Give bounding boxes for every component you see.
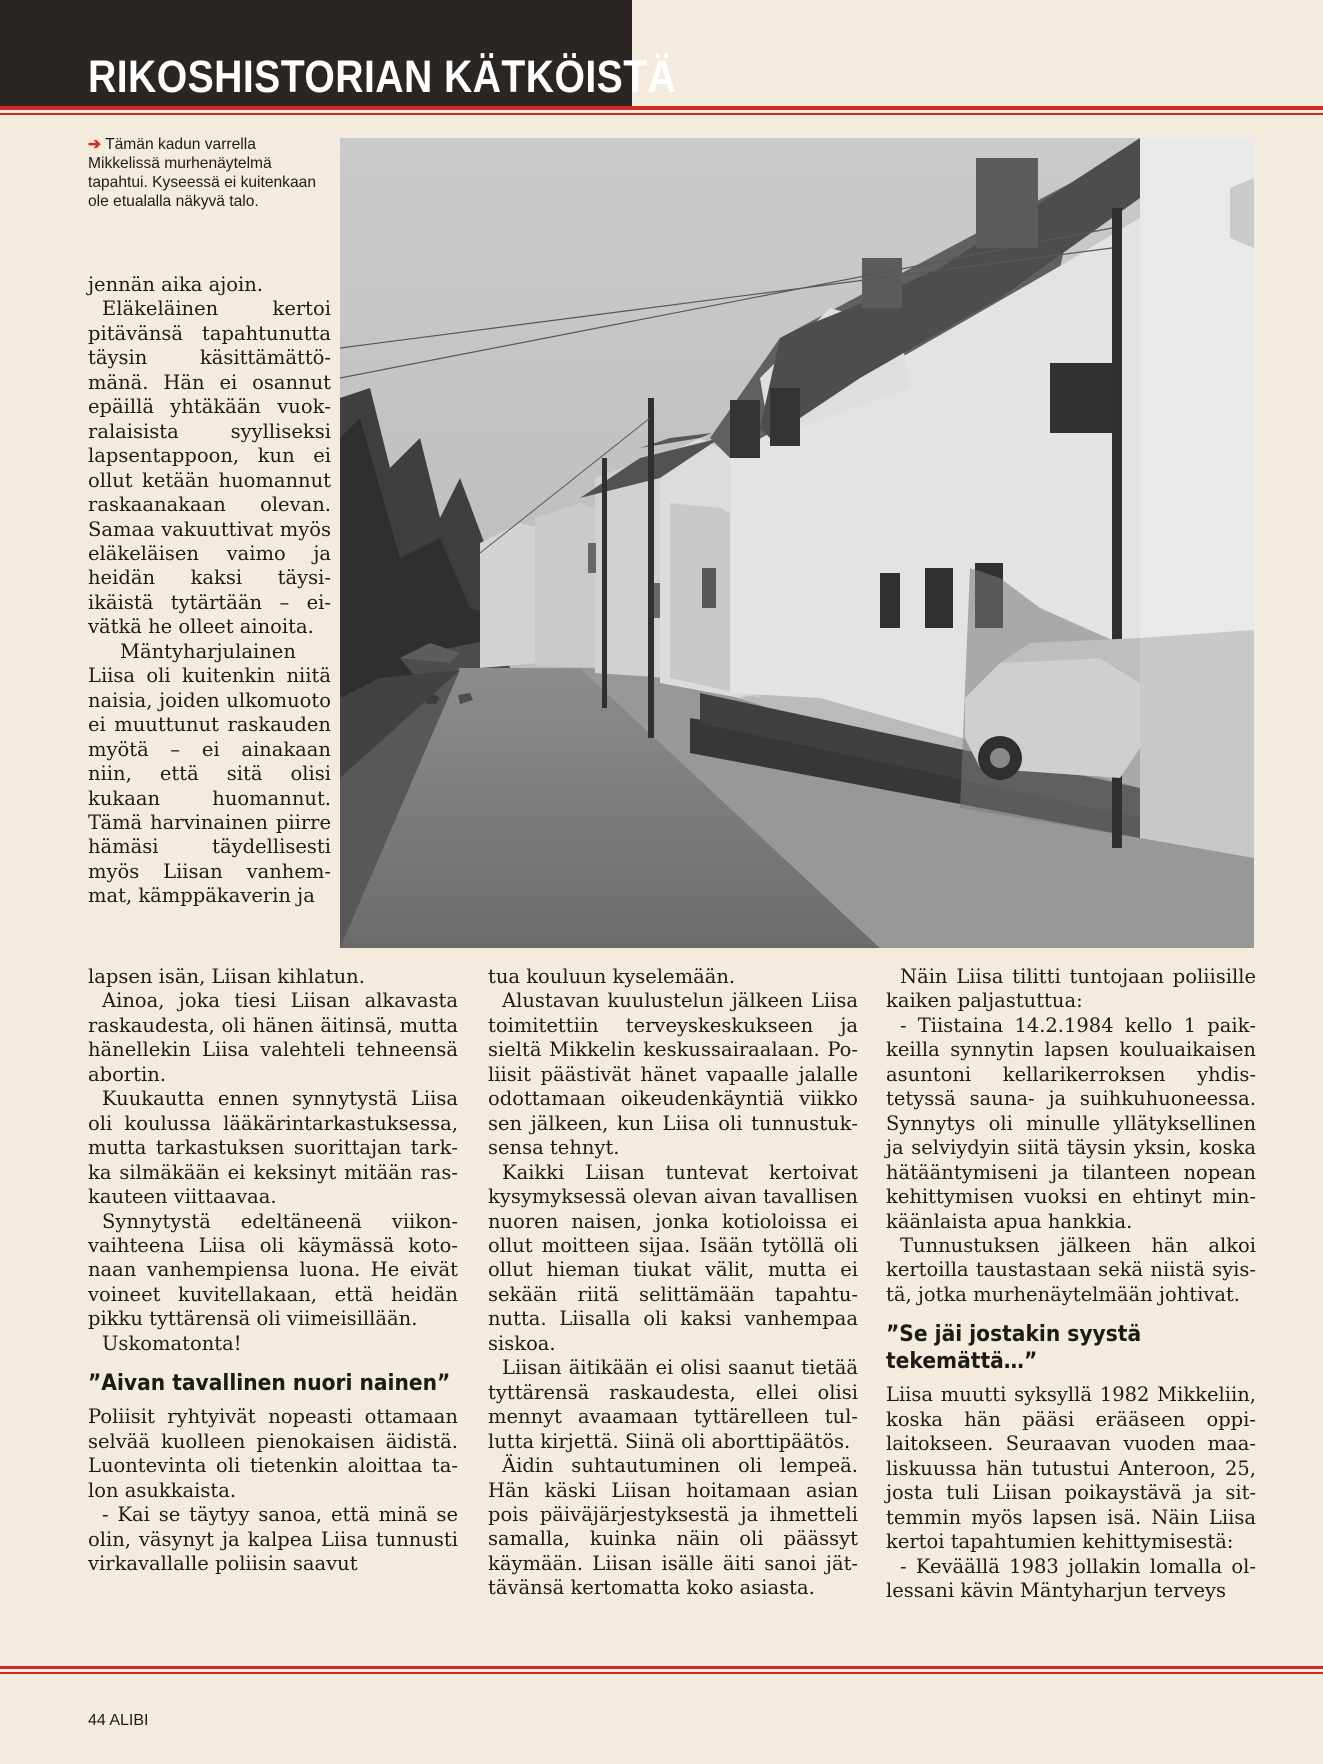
photo-caption xyxy=(88,135,328,211)
header-rule xyxy=(0,106,1323,110)
subheading: ”Se jäi jostakin syystä tekemättä…” xyxy=(886,1322,1142,1375)
article-column-1-top xyxy=(88,273,331,909)
page-number: 44 ALIBI xyxy=(88,1712,149,1729)
paragraph: Äidin suhtautuminen oli lempeä. Hän käski Liisan hoitamaan asian pois päiväjärjestyksestä ja ihmetteli samalla, kuinka näin oli päässyt käymään. Liisan isälle äiti sanoi jättävänsä kertomatta koko asiasta. xyxy=(488,1454,858,1600)
paragraph: Uskomatonta! xyxy=(102,1331,242,1355)
section-title: RIKOSHISTORIAN KÄTKÖISTÄ xyxy=(88,51,677,102)
paragraph: Ainoa, joka tiesi Liisan alkavasta raskaudesta, oli hänen äitinsä, mutta hänellekin Liisa valehteli tehneensä abortin. xyxy=(88,989,458,1086)
paragraph: tua kouluun kyselemään. xyxy=(488,965,736,988)
article-column-2 xyxy=(488,965,858,1601)
paragraph: Kuukautta ennen synnytystä Liisa oli koulussa lääkärintarkastuksessa, mutta tarkastuksen suorittajan tarkka silmäkään ei keksinyt mitään raskauteen viittaavaa. xyxy=(88,1087,458,1209)
paragraph: lapsen isän, Liisan kihlatun. xyxy=(88,965,365,988)
paragraph: Synnytystä edeltäneenä viikonvaihteena Liisa oli käymässä kotonaan vanhempiensa luona. He eivät voineet kuvitellakaan, että heidän pikku tyttärensä oli viimeisillään. xyxy=(88,1209,458,1331)
paragraph: Poliisit ryhtyivät nopeasti ottamaan selvää kuolleen pienokaisen äidistä. Luontevinta oli tietenkin aloittaa talon asukkaista. xyxy=(88,1405,458,1502)
paragraph: Eläkeläinen kertoi pitävänsä tapahtunutta täysin käsittämättömänä. Hän ei osannut epäillä yhtäkään vuokralaisista syylliseksi lapsentappoon, kun ei ollut ketään huomannut raskaanakaan olevan. Samaa vakuuttivat myös eläkeläisen vaimo ja heidän kaksi täysi-ikäistä tytärtään – eivätkä he olleet ainoita. xyxy=(88,297,331,639)
section-header xyxy=(0,0,677,110)
footer-rule xyxy=(0,1666,1323,1669)
paragraph: Kaikki Liisan tuntevat kertoivat kysymyksessä olevan aivan tavallisen nuoren naisen, jonka kotioloissa ei ollut moitteen sijaa. Isään tytöllä oli ollut hieman tiukat välit, mutta ei sekään riitä selittämään tapahtunutta. Liisalla oli kaksi vanhempaa siskoa. xyxy=(488,1160,858,1355)
paragraph: Näin Liisa tilitti tuntojaan poliisille kaiken paljastuttua: xyxy=(886,965,1256,1013)
paragraph: - Keväällä 1983 jollakin lomalla ollessani kävin Mäntyharjun terveys xyxy=(886,1554,1256,1602)
caption-text: Tämän kadun varrella Mikkelissä murhenäytelmä tapahtui. Kyseessä ei kuitenkaan ole etualalla näkyvä talo. xyxy=(88,136,316,210)
paragraph: - Kai se täytyy sanoa, että minä se olin, väsynyt ja kalpea Liisa tunnusti virkavallalle poliisin saavut xyxy=(88,1503,458,1575)
article-column-3 xyxy=(886,965,1256,1603)
article-column-1 xyxy=(88,965,458,1576)
subheading: ”Aivan tavallinen nuori nainen” xyxy=(88,1371,451,1397)
paragraph: Alustavan kuulustelun jälkeen Liisa toimitettiin terveyskeskukseen ja sieltä Mikkelin keskussairaalaan. Poliisit päästivät hänet vapaalle jalalle odottamaan oikeudenkäyntiä viikko sen jälkeen, kun Liisa oli tunnustuksensa tehnyt. xyxy=(488,989,858,1160)
street-photo xyxy=(340,138,1254,948)
arrow-icon: ➔ xyxy=(88,136,102,153)
paragraph: Tunnustuksen jälkeen hän alkoi kertoilla taustastaan sekä niistä syistä, jotka murhenäytelmään johtivat. xyxy=(886,1233,1256,1306)
paragraph: - Tiistaina 14.2.1984 kello 1 paikkeilla synnytin lapsen kouluaikaisen asuntoni kellarikerroksen yhdistetyssä sauna- ja suihkuhuoneessa. Synnytys oli minulle yllätyksellinen ja selviydyin siitä täysin yksin, koska hätääntymiseni ja tilanteen nopean kehittymisen vuoksi en ehtinyt minkäänlaista apua hankkia. xyxy=(886,1013,1256,1233)
paragraph: jennän aika ajoin. xyxy=(88,273,263,296)
paragraph: Liisan äitikään ei olisi saanut tietää tyttärensä raskaudesta, ellei olisi mennyt avaamaan tyttärelleen tullutta kirjettä. Siinä oli aborttipäätös. xyxy=(488,1356,858,1453)
paragraph: Liisa muutti syksyllä 1982 Mikkeliin, koska hän pääsi erääseen oppilaitokseen. Seuraavan vuoden maaliskuussa hän tutustui Anteroon, 25, josta tuli Liisan poikaystävä ja sittemmin myös lapsen isä. Näin Liisa kertoi tapahtumien kehittymisestä: xyxy=(886,1383,1256,1554)
paragraph: Mäntyharjulainen Liisa oli kuitenkin niitä naisia, joiden ulkomuoto ei muuttunut raskauden myötä – ei ainakaan niin, että sitä olisi kukaan huomannut. Tämä harvinainen piirre hämäsi täydellisesti myös Liisan vanhemmat, kämppäkaverin ja xyxy=(88,639,331,908)
footer-rule-thin xyxy=(0,1672,1323,1674)
header-rule-thin xyxy=(0,113,1323,115)
